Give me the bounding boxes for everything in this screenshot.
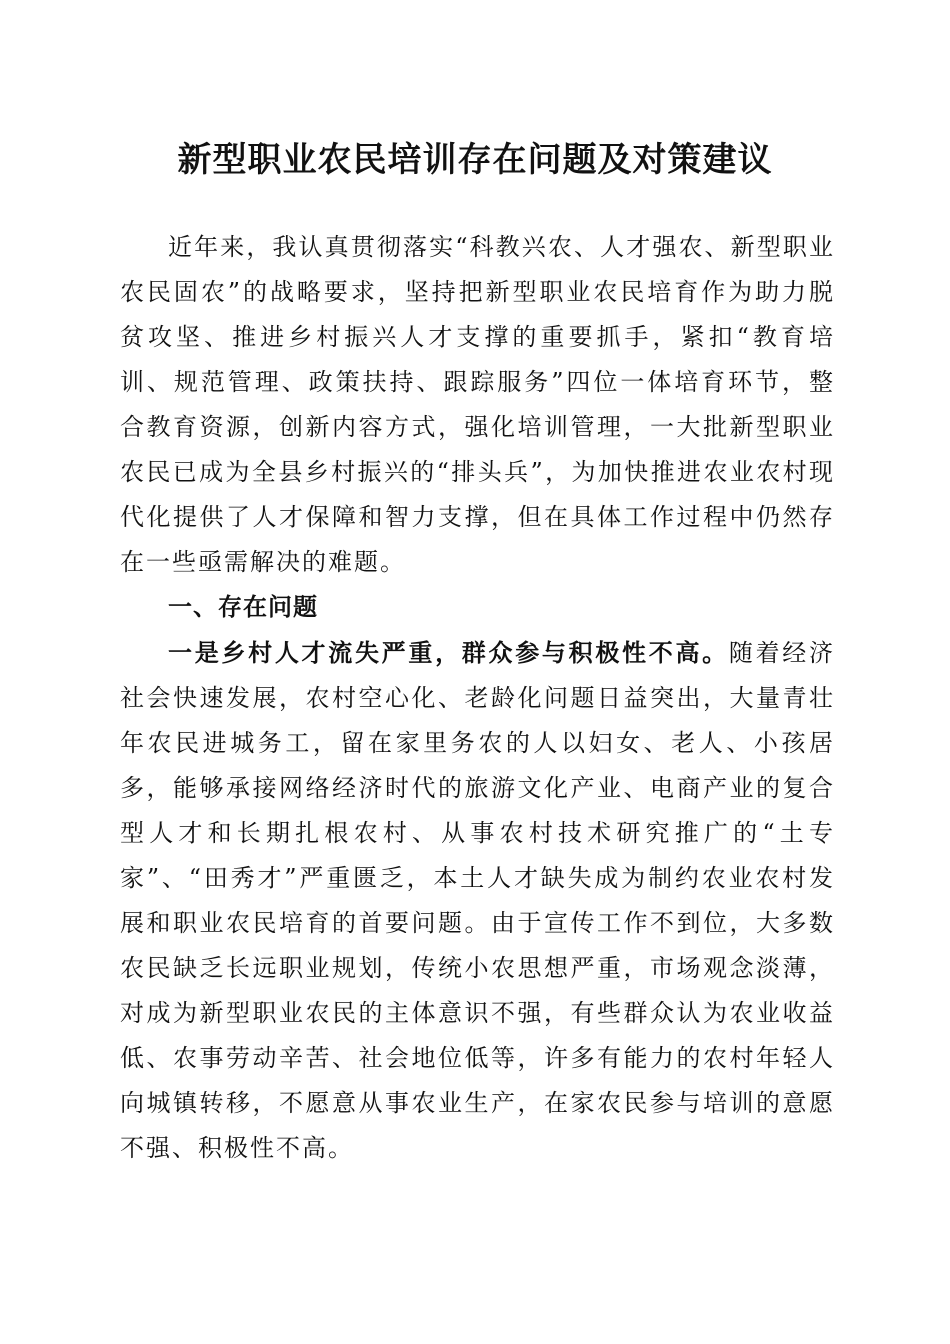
document-title: 新型职业农民培训存在问题及对策建议 xyxy=(177,140,773,180)
section-heading-problems: 一、存在问题 xyxy=(168,593,318,621)
intro-paragraph: 近年来，我认真贯彻落实“科教兴农、人才强农、新型职业农民固农”的战略要求，坚持把新型职业农民培育作为助力脱贫攻坚、推进乡村振兴人才支撑的重要抓手，紧扣“教育培训、规范管理、政策扶持、跟踪服务”四位一体培育环节，整合教育资源，创新内容方式，强化培训管理，一大批新型职业农民已成为全县乡村振兴的“排头兵”，为加快推进农业农村现代化提供了人才保障和智力支撑，但在具体工作过程中仍然存在一些亟需解决的难题。 xyxy=(120,233,835,576)
problem-paragraph-1 xyxy=(120,630,835,1171)
document-body xyxy=(120,225,835,1171)
problem-1-body: 随着经济社会快速发展，农村空心化、老龄化问题日益突出，大量青壮年农民进城务工，留在家里务农的人以妇女、老人、小孩居多，能够承接网络经济时代的旅游文化产业、电商产业的复合型人才和长期扎根农村、从事农村技术研究推广的“土专家”、“田秀才”严重匮乏，本土人才缺失成为制约农业农村发展和职业农民培育的首要问题。由于宣传工作不到位，大多数农民缺乏长远职业规划，传统小农思想严重，市场观念淡薄，对成为新型职业农民的主体意识不强，有些群众认为农业收益低、农事劳动辛苦、社会地位低等，许多有能力的农村年轻人向城镇转移，不愿意从事农业生产，在家农民参与培训的意愿不强、积极性不高。 xyxy=(120,639,835,1162)
problem-1-lead: 一是乡村人才流失严重，群众参与积极性不高。 xyxy=(168,638,729,667)
